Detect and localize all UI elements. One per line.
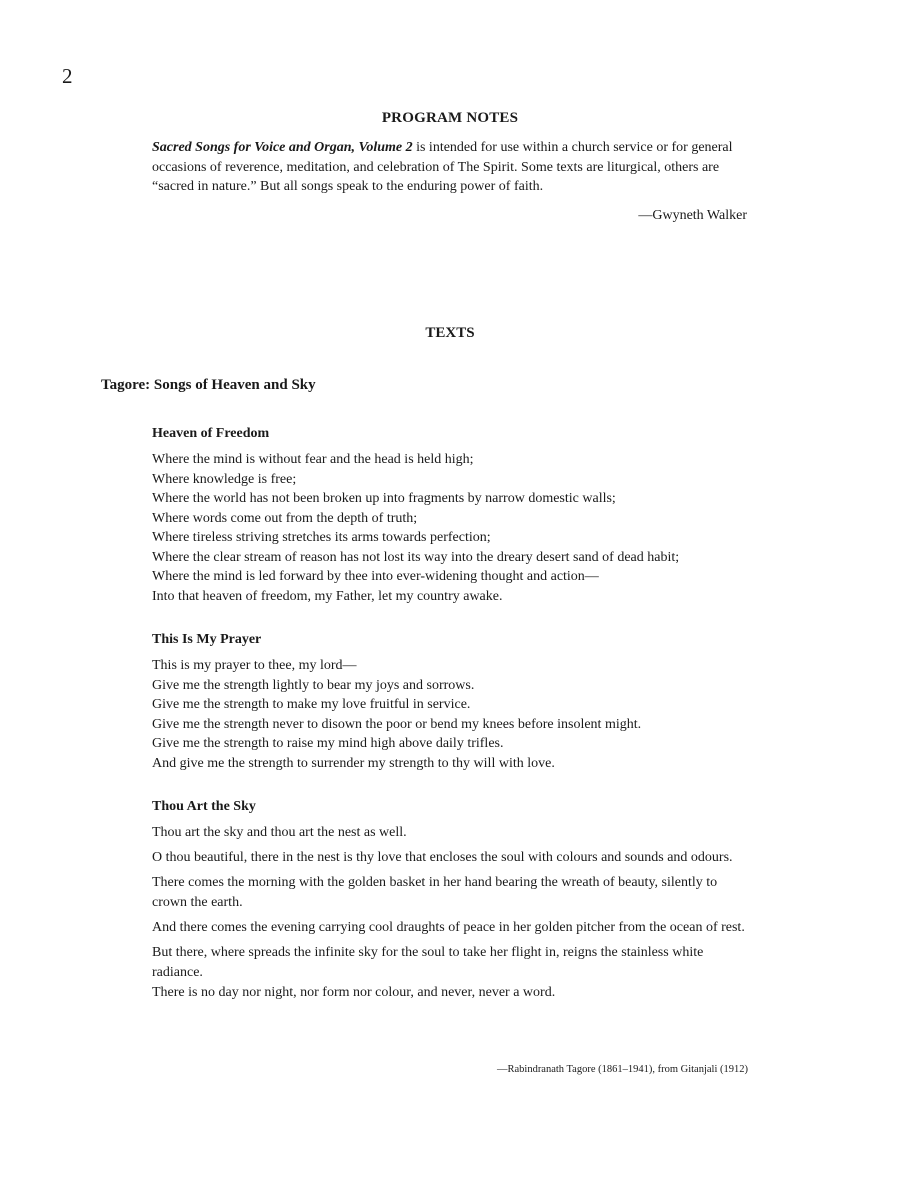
poem-line: Where the mind is led forward by thee into ever-widening thought and action— <box>152 569 599 584</box>
poem-line: This is my prayer to thee, my lord— <box>152 658 357 673</box>
cycle-title: Tagore: Songs of Heaven and Sky <box>101 377 316 393</box>
poem-paragraph: And there comes the evening carrying cool draughts of peace in her golden pitcher from the ocean of rest. <box>152 920 745 935</box>
poem-line: Where the mind is without fear and the head is held high; <box>152 452 474 467</box>
poem-this-is-my-prayer <box>152 630 752 773</box>
poem-line: Give me the strength lightly to bear my joys and sorrows. <box>152 677 475 693</box>
poem-line: Where the clear stream of reason has not lost its way into the dreary desert sand of dead habit; <box>152 549 680 565</box>
page-number: 2 <box>62 64 73 88</box>
work-title: Sacred Songs for Voice and Organ, Volume 2 <box>152 140 413 155</box>
poem-line: Give me the strength to make my love fruitful in service. <box>152 697 471 712</box>
poem-paragraph: There is no day nor night, nor form nor colour, and never, never a word. <box>152 985 556 1000</box>
texts-heading: TEXTS <box>425 325 475 341</box>
poem-thou-art-the-sky <box>152 797 752 1003</box>
program-notes-heading: PROGRAM NOTES <box>381 110 519 126</box>
program-notes-text: is intended for use within a church service or for general occasions of reverence, meditation, and celebration of The Spirit. Some texts are liturgical, others are “sacred in nature.” But all songs speak to the enduring power of faith. <box>152 140 733 194</box>
poem-line: Where knowledge is free; <box>152 471 297 487</box>
poem-line: Give me the strength never to disown the poor or bend my knees before insolent might. <box>152 716 642 732</box>
poem-paragraph: There comes the morning with the golden basket in her hand bearing the wreath of beauty, silently to crown the earth. <box>152 875 718 910</box>
poem-paragraph: But there, where spreads the infinite sky for the soul to take her flight in, reigns the stainless white radiance. <box>152 945 704 980</box>
poem-paragraph: O thou beautiful, there in the nest is thy love that encloses the soul with colours and sounds and odours. <box>152 850 733 865</box>
poem-line: Where the world has not been broken up into fragments by narrow domestic walls; <box>152 491 616 506</box>
poem-line: And give me the strength to surrender my strength to thy will with love. <box>152 755 555 771</box>
poem-title: Heaven of Freedom <box>152 426 270 441</box>
poem-title: This Is My Prayer <box>152 632 262 647</box>
poem-paragraph: Thou art the sky and thou art the nest as well. <box>152 825 407 840</box>
poem-line: Where words come out from the depth of truth; <box>152 510 418 526</box>
program-notes-body <box>152 138 752 197</box>
poem-line: Give me the strength to raise my mind high above daily trifles. <box>152 736 504 751</box>
program-notes-signature: —Gwyneth Walker <box>638 208 747 223</box>
poem-line: Where tireless striving stretches its arms towards perfection; <box>152 530 491 545</box>
poem-title: Thou Art the Sky <box>152 799 256 814</box>
poem-heaven-of-freedom <box>152 424 752 606</box>
author-credit: —Rabindranath Tagore (1861–1941), from Gitanjali (1912) <box>496 1064 748 1075</box>
poem-line: Into that heaven of freedom, my Father, let my country awake. <box>152 588 503 604</box>
